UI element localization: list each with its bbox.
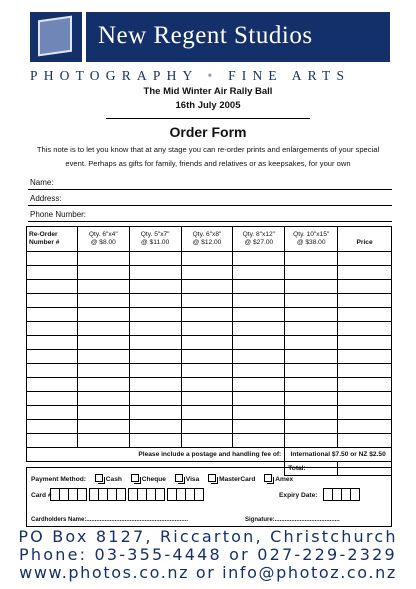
- table-cell[interactable]: [285, 420, 338, 434]
- table-cell[interactable]: [338, 434, 392, 448]
- tagline: [30, 68, 390, 84]
- table-cell[interactable]: [27, 378, 78, 392]
- table-cell[interactable]: [77, 322, 129, 336]
- digit-box[interactable]: [194, 488, 204, 501]
- table-row: [27, 350, 392, 364]
- table-row: [27, 364, 392, 378]
- event-date: 16th July 2005: [175, 100, 241, 111]
- table-cell[interactable]: [181, 294, 233, 308]
- table-row: [27, 406, 392, 420]
- table-cell[interactable]: [27, 420, 78, 434]
- tagline-photography: PHOTOGRAPHY: [30, 68, 198, 83]
- table-cell[interactable]: [285, 434, 338, 448]
- col-5x7: Qty. 5"x7" @ $11.00: [129, 227, 181, 252]
- col-price: Price: [338, 227, 392, 252]
- checkbox-icon[interactable]: [95, 474, 103, 482]
- payment-box: [26, 467, 392, 527]
- address-field[interactable]: [28, 191, 392, 206]
- table-cell[interactable]: [338, 322, 392, 336]
- table-cell[interactable]: [285, 378, 338, 392]
- payment-method: [31, 474, 293, 483]
- table-cell[interactable]: [129, 392, 181, 406]
- footer-address: PO Box 8127, Riccarton, Christchurch: [18, 527, 398, 546]
- table-cell[interactable]: [129, 378, 181, 392]
- table-cell[interactable]: [181, 336, 233, 350]
- table-cell[interactable]: [129, 434, 181, 448]
- table-cell[interactable]: [77, 420, 129, 434]
- order-rows: [27, 252, 392, 448]
- table-cell[interactable]: [27, 280, 78, 294]
- table-cell[interactable]: [181, 364, 233, 378]
- table-cell[interactable]: [181, 252, 233, 266]
- table-cell[interactable]: [285, 350, 338, 364]
- digit-box[interactable]: [77, 488, 87, 501]
- page-title: Order Form: [169, 124, 247, 140]
- table-cell[interactable]: [129, 266, 181, 280]
- table-cell[interactable]: [77, 434, 129, 448]
- name-label: Name:: [30, 178, 54, 187]
- table-cell[interactable]: [233, 252, 285, 266]
- table-cell[interactable]: [27, 308, 78, 322]
- table-cell[interactable]: [77, 266, 129, 280]
- event-name: The Mid Winter Air Rally Ball: [143, 86, 273, 97]
- footer-phone: Phone: 03-355-4448 or 027-229-2329: [19, 545, 397, 564]
- table-cell[interactable]: [285, 266, 338, 280]
- digit-box[interactable]: [350, 488, 360, 501]
- table-cell[interactable]: [285, 322, 338, 336]
- table-row: [27, 294, 392, 308]
- table-cell[interactable]: [181, 392, 233, 406]
- table-cell[interactable]: [338, 420, 392, 434]
- table-cell[interactable]: [181, 434, 233, 448]
- table-cell[interactable]: [338, 252, 392, 266]
- card-number-label: Card #: [31, 492, 52, 499]
- table-header-row: [27, 227, 392, 252]
- table-cell[interactable]: [285, 364, 338, 378]
- col-6x8: Qty. 6"x8" @ $12.00: [181, 227, 233, 252]
- table-row: [27, 336, 392, 350]
- table-cell[interactable]: [27, 392, 78, 406]
- table-cell[interactable]: [27, 364, 78, 378]
- table-cell[interactable]: [77, 280, 129, 294]
- fee-row: [27, 448, 392, 462]
- table-cell[interactable]: [285, 392, 338, 406]
- table-cell[interactable]: [129, 294, 181, 308]
- table-cell[interactable]: [338, 350, 392, 364]
- table-cell[interactable]: [233, 378, 285, 392]
- table-cell[interactable]: [129, 280, 181, 294]
- table-cell[interactable]: [233, 392, 285, 406]
- company-name: New Regent Studios: [98, 22, 313, 49]
- table-row: [27, 252, 392, 266]
- table-row: [27, 322, 392, 336]
- table-cell[interactable]: [27, 266, 78, 280]
- option-amex[interactable]: Amex: [264, 474, 293, 483]
- table-cell[interactable]: [338, 392, 392, 406]
- table-cell[interactable]: [338, 308, 392, 322]
- table-row: [27, 392, 392, 406]
- table-cell[interactable]: [338, 294, 392, 308]
- table-cell[interactable]: [285, 336, 338, 350]
- checkbox-icon[interactable]: [264, 474, 272, 482]
- table-cell[interactable]: [77, 308, 129, 322]
- table-cell[interactable]: [285, 294, 338, 308]
- table-cell[interactable]: [233, 434, 285, 448]
- logo-mark: [30, 12, 82, 62]
- table-cell[interactable]: [181, 280, 233, 294]
- table-row: [27, 266, 392, 280]
- table-cell[interactable]: [233, 364, 285, 378]
- table-cell[interactable]: [233, 350, 285, 364]
- phone-label: Phone Number:: [30, 210, 87, 219]
- table-row: [27, 420, 392, 434]
- table-cell[interactable]: [27, 294, 78, 308]
- table-row: [27, 280, 392, 294]
- col-10x15: Qty. 10"x15" @ $38.00: [285, 227, 338, 252]
- table-cell[interactable]: [27, 336, 78, 350]
- table-cell[interactable]: [181, 322, 233, 336]
- table-cell[interactable]: [181, 406, 233, 420]
- col-6x4: Qty. 6"x4" @ $8.00: [77, 227, 129, 252]
- table-cell[interactable]: [285, 280, 338, 294]
- fee-label: Please include a postage and handling fee of:: [27, 448, 285, 462]
- total-label: Total:: [285, 462, 338, 476]
- table-cell[interactable]: [233, 336, 285, 350]
- name-field[interactable]: [28, 175, 392, 190]
- table-cell[interactable]: [129, 350, 181, 364]
- table-cell[interactable]: [233, 280, 285, 294]
- cardholder-name-field[interactable]: Cardholders Name:.............................................................: [31, 517, 189, 523]
- table-cell[interactable]: [233, 266, 285, 280]
- digit-box[interactable]: [155, 488, 165, 501]
- address-label: Address:: [30, 194, 62, 203]
- tagline-separator: •: [207, 68, 219, 83]
- card-number-field[interactable]: [51, 488, 204, 501]
- checkbox-icon[interactable]: [131, 474, 139, 482]
- table-cell[interactable]: [77, 364, 129, 378]
- table-cell[interactable]: [77, 406, 129, 420]
- table-cell[interactable]: [181, 350, 233, 364]
- col-8x12: Qty. 8"x12" @ $27.00: [233, 227, 285, 252]
- table-cell[interactable]: [285, 308, 338, 322]
- divider: [106, 118, 310, 119]
- option-cash[interactable]: Cash: [95, 474, 122, 483]
- phone-field[interactable]: [28, 207, 392, 222]
- checkbox-icon[interactable]: [208, 474, 216, 482]
- table-cell[interactable]: [233, 420, 285, 434]
- table-cell[interactable]: [181, 266, 233, 280]
- table-row: [27, 434, 392, 448]
- checkbox-icon[interactable]: [175, 474, 183, 482]
- table-cell[interactable]: [77, 336, 129, 350]
- table-cell[interactable]: [181, 378, 233, 392]
- table-cell[interactable]: [77, 252, 129, 266]
- table-cell[interactable]: [181, 308, 233, 322]
- table-cell[interactable]: [338, 406, 392, 420]
- table-cell[interactable]: [129, 364, 181, 378]
- logo-frame-icon: [38, 16, 72, 57]
- table-row: [27, 308, 392, 322]
- table-cell[interactable]: [285, 406, 338, 420]
- table-cell[interactable]: [181, 420, 233, 434]
- table-cell[interactable]: [129, 420, 181, 434]
- table-cell[interactable]: [27, 350, 78, 364]
- table-cell[interactable]: [77, 378, 129, 392]
- order-table: [26, 226, 392, 476]
- header-banner: [86, 12, 390, 62]
- table-cell[interactable]: [77, 294, 129, 308]
- table-cell[interactable]: [129, 252, 181, 266]
- table-cell[interactable]: [338, 364, 392, 378]
- signature-field[interactable]: Signature:.......................................: [245, 517, 340, 523]
- table-cell[interactable]: [233, 294, 285, 308]
- expiry-label: Expiry Date:: [279, 492, 318, 499]
- col-reorder: Re-Order Number #: [27, 227, 78, 252]
- table-cell[interactable]: [233, 322, 285, 336]
- table-cell[interactable]: [129, 336, 181, 350]
- fee-value: International $7.50 or NZ $2.50: [285, 448, 392, 462]
- table-cell[interactable]: [27, 406, 78, 420]
- table-cell[interactable]: [129, 308, 181, 322]
- table-cell[interactable]: [338, 280, 392, 294]
- option-visa[interactable]: Visa: [175, 474, 199, 483]
- table-cell[interactable]: [233, 406, 285, 420]
- table-cell[interactable]: [129, 322, 181, 336]
- table-row: [27, 378, 392, 392]
- table-cell[interactable]: [27, 252, 78, 266]
- table-cell[interactable]: [338, 266, 392, 280]
- table-cell[interactable]: [129, 406, 181, 420]
- table-cell[interactable]: [233, 308, 285, 322]
- table-cell[interactable]: [338, 378, 392, 392]
- option-mastercard[interactable]: MasterCard: [208, 474, 255, 483]
- intro-note: This note is to let you know that at any stage you can re-order prints and enlargements of your special event. Perhaps as gifts for family, friends and relatives or as keepsakes, for your own: [36, 145, 380, 168]
- table-cell[interactable]: [77, 350, 129, 364]
- table-cell[interactable]: [77, 392, 129, 406]
- payment-method-label: Payment Method:: [31, 476, 86, 483]
- footer-web: www.photos.co.nz or info@photoz.co.nz: [19, 563, 397, 582]
- digit-box[interactable]: [116, 488, 126, 501]
- option-cheque[interactable]: Cheque: [131, 474, 166, 483]
- table-cell[interactable]: [285, 252, 338, 266]
- table-cell[interactable]: [27, 434, 78, 448]
- table-cell[interactable]: [27, 322, 78, 336]
- table-cell[interactable]: [338, 336, 392, 350]
- tagline-fine-arts: FINE ARTS: [228, 68, 351, 83]
- expiry-field[interactable]: [324, 488, 360, 501]
